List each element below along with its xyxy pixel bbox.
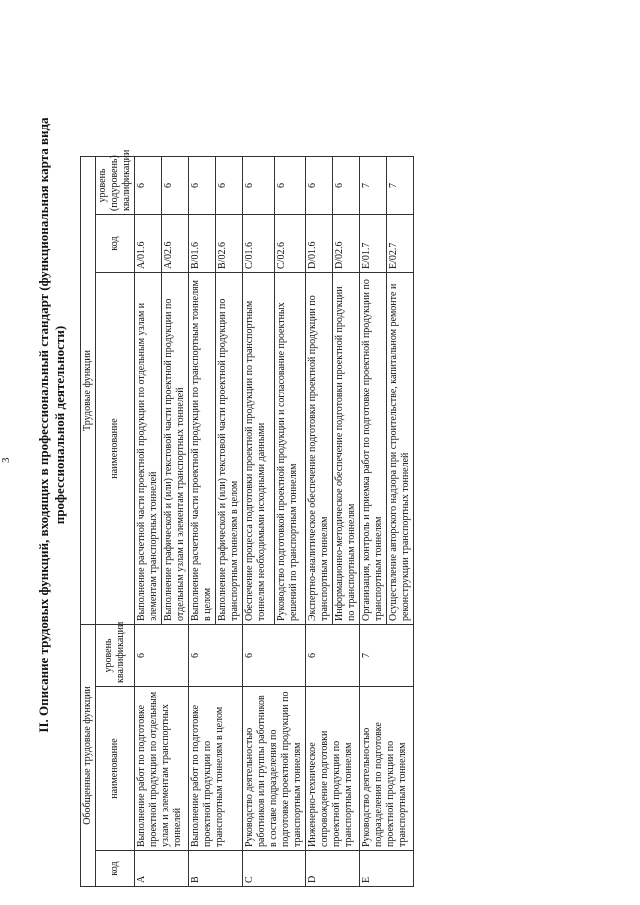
tf-level: 6 bbox=[189, 157, 216, 215]
gen-name: Руководство деятельностью подразделения по подготовке проектной продукции по транспортным тоннелям bbox=[360, 687, 414, 851]
blank-cell bbox=[387, 49, 414, 157]
tf-code: D/02.6 bbox=[333, 215, 360, 273]
gen-level: 6 bbox=[189, 625, 243, 687]
header-generalized-functions: Обобщенные трудовые функции bbox=[81, 625, 96, 887]
blank-cell bbox=[189, 49, 216, 157]
blank-cell bbox=[360, 49, 387, 157]
gen-code: B bbox=[189, 851, 243, 887]
tf-code: B/02.6 bbox=[216, 215, 243, 273]
section-title bbox=[36, 35, 68, 815]
tf-name: Выполнение расчетной части проектной продукции по отдельным узлам и элементам транспортных тоннелей bbox=[135, 273, 162, 625]
tf-level: 7 bbox=[387, 157, 414, 215]
gen-name: Руководство деятельностью работников или группы работников в составе подразделения по подготовке проектной продукции по транспортным тоннелям bbox=[243, 687, 306, 851]
tf-code: E/02.7 bbox=[387, 215, 414, 273]
gen-level: 6 bbox=[306, 625, 360, 687]
tf-code: C/01.6 bbox=[243, 215, 275, 273]
tf-name: Организация, контроль и приемка работ по подготовке проектной продукции по транспортным тоннелям bbox=[360, 273, 387, 625]
table-row bbox=[360, 49, 387, 887]
blank-cell bbox=[135, 49, 162, 157]
blank-cell bbox=[333, 49, 360, 157]
blank-cell bbox=[162, 49, 189, 157]
table-row bbox=[306, 49, 333, 887]
gen-code: E bbox=[360, 851, 414, 887]
tf-level: 6 bbox=[135, 157, 162, 215]
tf-level: 6 bbox=[274, 157, 306, 215]
tf-code: C/02.6 bbox=[274, 215, 306, 273]
tf-level: 6 bbox=[216, 157, 243, 215]
tf-code: D/01.6 bbox=[306, 215, 333, 273]
tf-name: Выполнение графической и (или) текстовой части проектной продукции по транспортным тоннелям в целом bbox=[216, 273, 243, 625]
table-row bbox=[243, 49, 275, 887]
header-tf-code: код bbox=[96, 215, 135, 273]
tf-name: Информационно-методическое обеспечение подготовки проектной продукции по транспортным тоннелям bbox=[333, 273, 360, 625]
header-gen-name: наименование bbox=[96, 687, 135, 851]
header-gen-level: уровень квалификации bbox=[96, 625, 135, 687]
functional-map-table bbox=[80, 49, 414, 888]
tf-level: 6 bbox=[162, 157, 189, 215]
page-number: 3 bbox=[0, 457, 12, 463]
blank-cell bbox=[216, 49, 243, 157]
header-tf-sublevel: уровень (подуровень) квалификации bbox=[96, 157, 135, 215]
tf-name: Выполнение графической и (или) текстовой части проектной продукции по отдельным узлам и элементам транспортных тоннелей bbox=[162, 273, 189, 625]
gen-name: Выполнение работ по подготовке проектной продукции по отдельным узлам и элементам транспортных тоннелей bbox=[135, 687, 189, 851]
section-title-line-2: профессиональной деятельности) bbox=[52, 325, 67, 525]
gen-name: Выполнение работ по подготовке проектной продукции по транспортным тоннелям в целом bbox=[189, 687, 243, 851]
header-blank bbox=[81, 49, 135, 157]
tf-level: 6 bbox=[306, 157, 333, 215]
tf-code: E/01.7 bbox=[360, 215, 387, 273]
tf-code: A/01.6 bbox=[135, 215, 162, 273]
tf-level: 7 bbox=[360, 157, 387, 215]
gen-level: 7 bbox=[360, 625, 414, 687]
table-row bbox=[189, 49, 216, 887]
tf-level: 6 bbox=[333, 157, 360, 215]
gen-code: D bbox=[306, 851, 360, 887]
blank-cell bbox=[306, 49, 333, 157]
tf-level: 6 bbox=[243, 157, 275, 215]
tf-name: Выполнение расчетной части проектной продукции по транспортным тоннелям в целом bbox=[189, 273, 216, 625]
gen-level: 6 bbox=[135, 625, 189, 687]
blank-cell bbox=[243, 49, 275, 157]
tf-name: Руководство подготовкой проектной продукции и согласование проектных решений по транспортным тоннелям bbox=[274, 273, 306, 625]
tf-name: Экспертно-аналитическое обеспечение подготовки проектной продукции по транспортным тоннелям bbox=[306, 273, 333, 625]
header-tf-name: наименование bbox=[96, 273, 135, 625]
gen-name: Инженерно-техническое сопровождение подготовки проектной продукции по транспортным тоннелям bbox=[306, 687, 360, 851]
tf-name: Обеспечение процесса подготовки проектной продукции по транспортным тоннелям необходимыми исходными данными bbox=[243, 273, 275, 625]
header-gen-code: код bbox=[96, 851, 135, 887]
gen-code: A bbox=[135, 851, 189, 887]
gen-level: 6 bbox=[243, 625, 306, 687]
tf-code: B/01.6 bbox=[189, 215, 216, 273]
table-row bbox=[135, 49, 162, 887]
section-title-line-1: II. Описание трудовых функций, входящих в профессиональный стандарт (функциональная карта вида bbox=[36, 117, 51, 733]
tf-code: A/02.6 bbox=[162, 215, 189, 273]
header-labor-functions: Трудовые функции bbox=[81, 157, 96, 625]
gen-code: C bbox=[243, 851, 306, 887]
tf-name: Осуществление авторского надзора при строительстве, капитальном ремонте и реконструкции транспортных тоннелей bbox=[387, 273, 414, 625]
blank-cell bbox=[274, 49, 306, 157]
